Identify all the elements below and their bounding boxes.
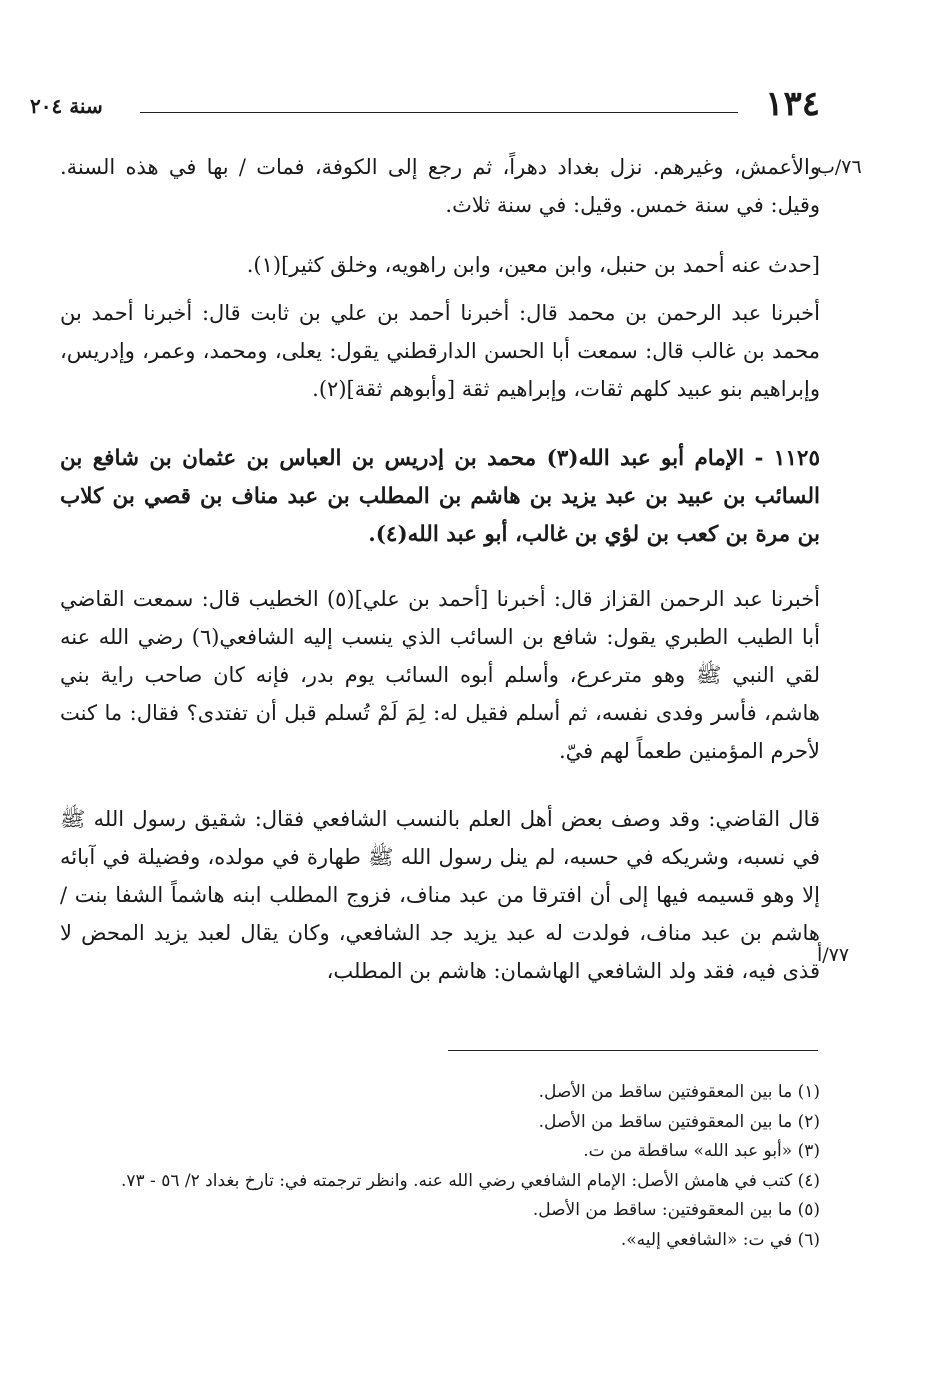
page-header [30,84,820,124]
paragraph-2: [حدث عنه أحمد بن حنبل، وابن معين، وابن راهويه، وخلق كثير](١). [246,253,820,277]
footnote-6: (٦) في ت: «الشافعي إليه». [620,1229,820,1250]
paragraph-6: قال القاضي: وقد وصف بعض أهل العلم بالنسب الشافعي فقال: شقيق رسول الله ﷺ في نسبه، وشريكه في حسبه، لم ينل رسول الله ﷺ طهارة في مولده، وفضيلة في آبائه إلا وهو قسيمه فيها إلى أن افترقا من عبد مناف، فزوج المطلب ابنه هاشماً الشفا بنت / هاشم بن عبد مناف، فولدت له عبد يزيد جد الشافعي، وكان يقال لعبد يزيد المحض لا قذى فيه، فقد ولد الشافعي الهاشمان: هاشم بن المطلب، [60,807,820,983]
footnote-5: (٥) ما بين المعقوفتين: ساقط من الأصل. [532,1200,820,1220]
paragraph-5: أخبرنا عبد الرحمن القزاز قال: أخبرنا [أحمد بن علي](٥) الخطيب قال: سمعت القاضي أبا الطيب الطبري يقول: شافع بن السائب الذي ينسب إليه الشافعي(٦) رضي الله عنه لقي النبي ﷺ وهو مترعرع، وأسلم أبوه السائب يوم بدر، فإنه كان صاحب راية بني هاشم، فأسر وفدى نفسه، ثم أسلم فقيل له: لِمَ لَمْ تُسلم قبل أن تفتدى؟ فقال: ما كنت لأحرم المؤمنين طعماً لهم فيّ. [60,587,821,763]
header-rule [140,112,738,113]
margin-note-folio-76b: ٧٦/ب [817,156,862,178]
footnote-4: (٤) كتب في هامش الأصل: الإمام الشافعي رضي الله عنه. وانظر ترجمته في: تارخ بغداد ٢/ ٥٦ - ٧٣. [120,1170,820,1191]
footnote-3: (٣) «أبو عبد الله» ساقطة من ت. [583,1141,820,1161]
paragraph-3: أخبرنا عبد الرحمن بن محمد قال: أخبرنا أحمد بن علي بن ثابت قال: أخبرنا أحمد بن محمد بن غالب قال: سمعت أبا الحسن الدارقطني يقول: يعلى، ومحمد، وعمر، وإدريس، وإبراهيم بنو عبيد كلهم ثقات، وإبراهيم ثقة [وأبوهم ثقة](٢). [60,301,820,401]
page-number: ١٣٤ [765,84,820,124]
footnote-rule [448,1050,818,1051]
paragraph-1: والأعمش، وغيرهم. نزل بغداد دهراً، ثم رجع إلى الكوفة، فمات / بها في هذه السنة. وقيل: في سنة خمس. وقيل: في سنة ثلاث. [60,155,820,217]
biography-entry-1125: ١١٢٥ - الإمام أبو عبد الله(٣) محمد بن إدريس بن العباس بن عثمان بن شافع بن السائب بن عبيد بن عبد يزيد بن هاشم بن المطلب بن عبد مناف بن قصي بن كلاب بن مرة بن كعب بن لؤي بن غالب، أبو عبد الله(٤). [60,446,820,547]
margin-note-folio-77a: ٧٧/أ [817,944,850,966]
footnote-2: (٢) ما بين المعقوفتين ساقط من الأصل. [538,1111,820,1132]
footnote-1: (١) ما بين المعقوفتين ساقط من الأصل. [538,1082,820,1102]
running-head: سنة ٢٠٤ [30,94,103,118]
footnotes [80,1078,820,1255]
